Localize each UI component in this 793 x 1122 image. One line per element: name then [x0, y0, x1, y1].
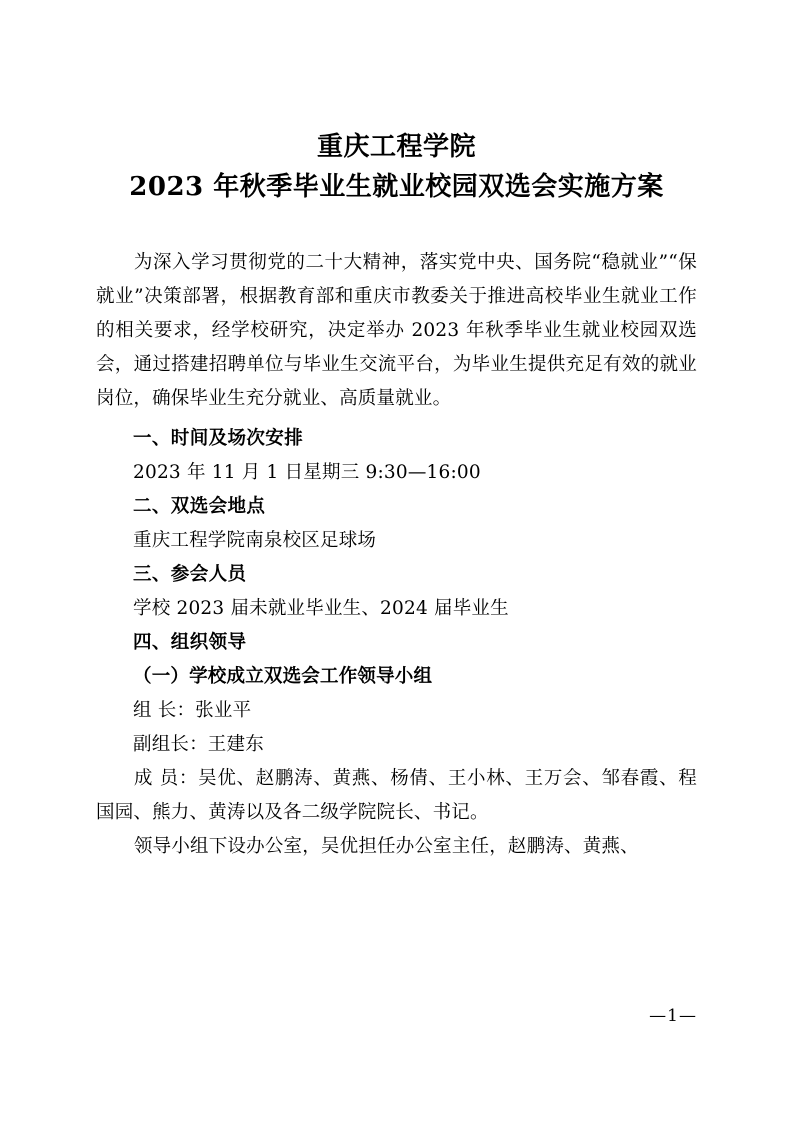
section-content-time: 2023 年 11 月 1 日星期三 9:30—16:00: [133, 462, 481, 483]
page-number: —1—: [649, 1006, 697, 1026]
section-content-participants: 学校 2023 届未就业毕业生、2024 届毕业生: [133, 598, 509, 619]
intro-paragraph: 为深入学习贯彻党的二十大精神，落实党中央、国务院“稳就业”“保就业”决策部署，根据教育部和重庆市教委关于推进高校毕业生就业工作的相关要求，经学校研究，决定举办 2023 年秋季毕业生就业校园双选会，通过搭建招聘单位与毕业生交流平台，为毕业生提供充足有效的就业岗位，确保毕业生充分就业、高质量就业。: [96, 252, 697, 409]
subsection-heading-leading-group: （一）学校成立双选会工作领导小组: [133, 666, 433, 687]
deputy-leader-line: 副组长：王建东: [133, 734, 264, 755]
members-line: 成 员：吴优、赵鹏涛、黄燕、杨倩、王小林、王万会、邹春霞、程国园、熊力、黄涛以及各二级学院院长、书记。: [96, 768, 697, 823]
section-heading-organization: 四、组织领导: [133, 632, 247, 653]
section-heading-time: 一、时间及场次安排: [133, 428, 304, 449]
section-heading-participants: 三、参会人员: [133, 564, 247, 585]
section-content-location: 重庆工程学院南泉校区足球场: [133, 530, 377, 551]
section-heading-location: 二、双选会地点: [133, 496, 266, 517]
leader-line: 组 长：张业平: [133, 700, 252, 721]
page-title-line-1: 重庆工程学院: [316, 132, 476, 162]
document-body: [96, 246, 697, 864]
office-line: 领导小组下设办公室，吴优担任办公室主任，赵鹏涛、黄燕、: [133, 836, 639, 857]
page-title-line-2: 2023 年秋季毕业生就业校园双选会实施方案: [129, 172, 664, 202]
